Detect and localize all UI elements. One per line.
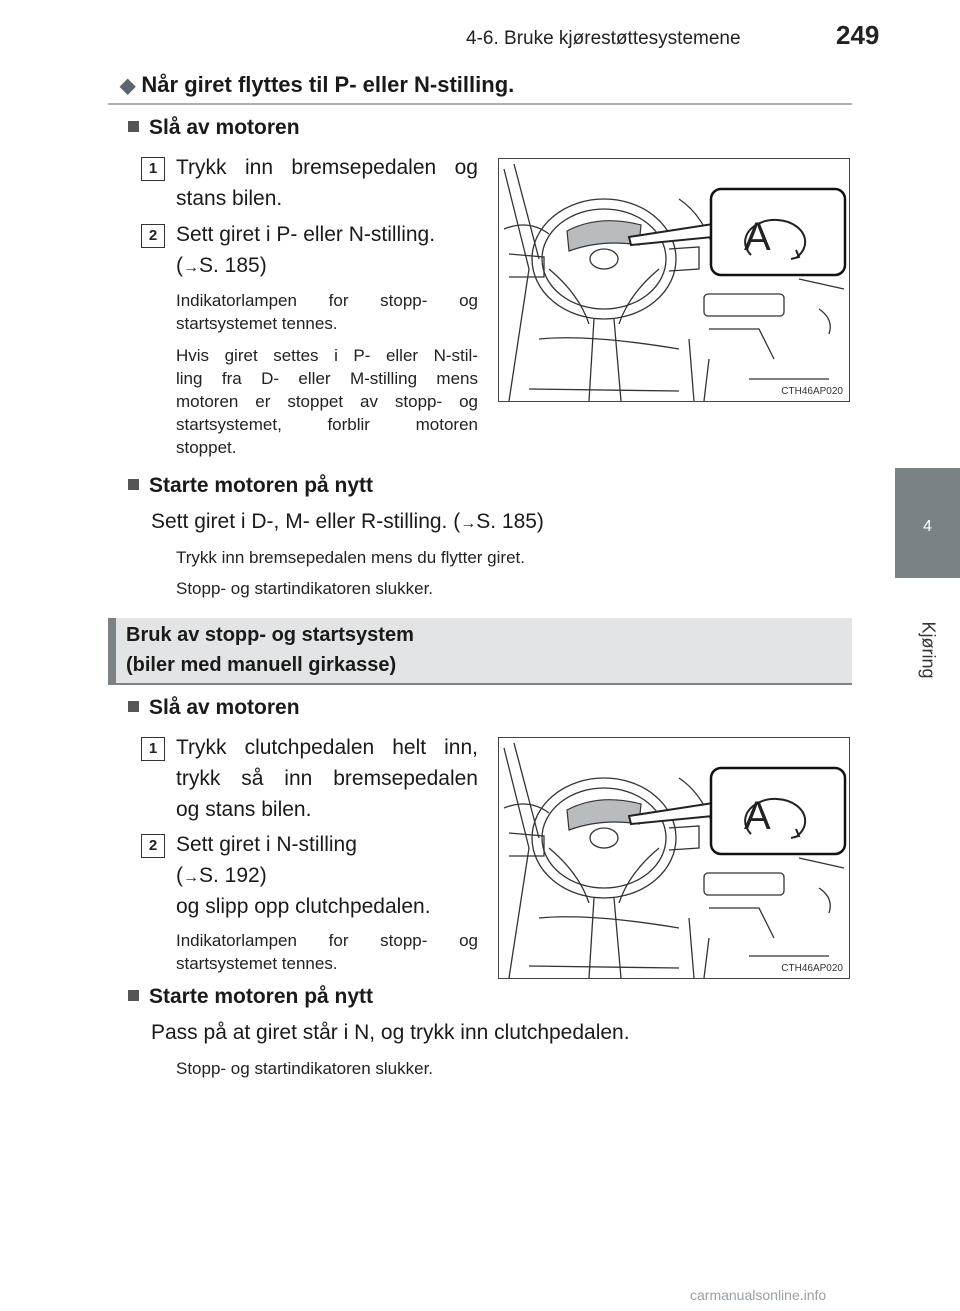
page-reference-link[interactable]: S. 185)	[199, 254, 267, 277]
section-box-divider	[108, 683, 852, 685]
page-reference-link[interactable]: S. 192)	[199, 864, 267, 887]
restart-note-2: Stopp- og startindikatoren slukker.	[176, 579, 434, 598]
subheading-stop-engine	[128, 116, 300, 140]
square-bullet-icon	[128, 990, 139, 1001]
subheading-text: Slå av motoren	[149, 696, 300, 719]
watermark: carmanualsonline.info	[690, 1287, 827, 1303]
step-1-line-1: Trykk clutchpedalen helt inn,	[176, 736, 478, 759]
step-number-2: 2	[141, 834, 165, 858]
note-2-line-3: motoren er stoppet av stopp- og	[176, 392, 478, 411]
diamond-bullet-icon: ◆	[120, 75, 136, 97]
section-box-accent	[108, 618, 116, 684]
step-1-line-2: stans bilen.	[176, 187, 283, 210]
callout-a-text: A	[744, 215, 771, 259]
subheading-text: Starte motoren på nytt	[149, 985, 374, 1008]
section-title-text: Når giret flyttes til P- eller N-stilling.	[141, 72, 515, 97]
square-bullet-icon	[128, 701, 139, 712]
subheading-text: Starte motoren på nytt	[149, 474, 374, 497]
section-box-title-line-1: Bruk av stopp- og startsystem	[126, 624, 414, 646]
figure-code: CTH46AP020	[781, 386, 843, 397]
step-2-line-1: Sett giret i P- eller N-stilling.	[176, 223, 436, 246]
restart-note-manual: Stopp- og startindikatoren slukker.	[176, 1059, 434, 1078]
step-number-2: 2	[141, 224, 165, 248]
section-header: 4-6. Bruke kjørestøttesystemene	[466, 28, 741, 49]
square-bullet-icon	[128, 479, 139, 490]
chapter-label-container	[895, 620, 960, 680]
subheading-restart-engine	[128, 474, 373, 498]
right-arrow-icon: →	[183, 869, 199, 886]
paren-open: (	[176, 254, 183, 277]
section-divider	[108, 103, 852, 105]
subheading-stop-engine-manual	[128, 696, 300, 720]
note-1-line-1: Indikatorlampen for stopp- og	[176, 291, 478, 310]
note-2-line-2: ling fra D- eller M-stilling mens	[176, 369, 478, 388]
note-2-line-4: startsystemet, forblir motoren	[176, 415, 478, 434]
figure-code: CTH46AP020	[781, 963, 843, 974]
dashboard-illustration	[498, 737, 850, 979]
dashboard-drawing	[499, 159, 849, 401]
chapter-number: 4	[923, 518, 932, 535]
restart-instruction	[151, 510, 544, 534]
page-reference-link[interactable]: S. 185)	[476, 510, 544, 533]
step-1-line-1: Trykk inn bremsepedalen og	[176, 156, 478, 179]
step-2-line-2	[176, 250, 267, 283]
chapter-label: Kjøring	[918, 621, 938, 679]
right-arrow-icon: →	[460, 515, 477, 532]
note-2-line-1: Hvis giret settes i P- eller N-stil-	[176, 346, 478, 365]
callout-a-text: A	[744, 794, 771, 838]
dashboard-illustration	[498, 158, 850, 402]
paren-open: (	[176, 864, 183, 887]
note-2-line-5: stoppet.	[176, 438, 237, 457]
page-number: 249	[836, 20, 880, 50]
right-arrow-icon: →	[183, 259, 199, 276]
step-2-line-1: Sett giret i N-stilling	[176, 833, 357, 856]
section-box-title-line-2: (biler med manuell girkasse)	[126, 654, 397, 676]
refresh-arrow-icon	[739, 786, 819, 844]
restart-note-1: Trykk inn bremsepedalen mens du flytter giret.	[176, 548, 525, 567]
step-1-line-2: trykk så inn bremsepedalen	[176, 767, 478, 790]
refresh-arrow-icon	[739, 207, 819, 265]
step-2-line-3: og slipp opp clutchpedalen.	[176, 895, 431, 918]
square-bullet-icon	[128, 121, 139, 132]
note-1-line-2: startsystemet tennes.	[176, 314, 338, 333]
step-number-1: 1	[141, 737, 165, 761]
subheading-restart-engine-manual	[128, 985, 373, 1009]
step-number-1: 1	[141, 157, 165, 181]
step-1-line-3: og stans bilen.	[176, 798, 312, 821]
note-1-line-1: Indikatorlampen for stopp- og	[176, 931, 478, 950]
section-title	[120, 72, 514, 98]
restart-text: Sett giret i D-, M- eller R-stilling. (	[151, 510, 461, 533]
dashboard-drawing	[499, 738, 849, 978]
subheading-text: Slå av motoren	[149, 116, 300, 139]
restart-instruction-manual: Pass på at giret står i N, og trykk inn clutchpedalen.	[151, 1021, 630, 1044]
step-2-line-2	[176, 860, 267, 893]
note-1-line-2: startsystemet tennes.	[176, 954, 338, 973]
